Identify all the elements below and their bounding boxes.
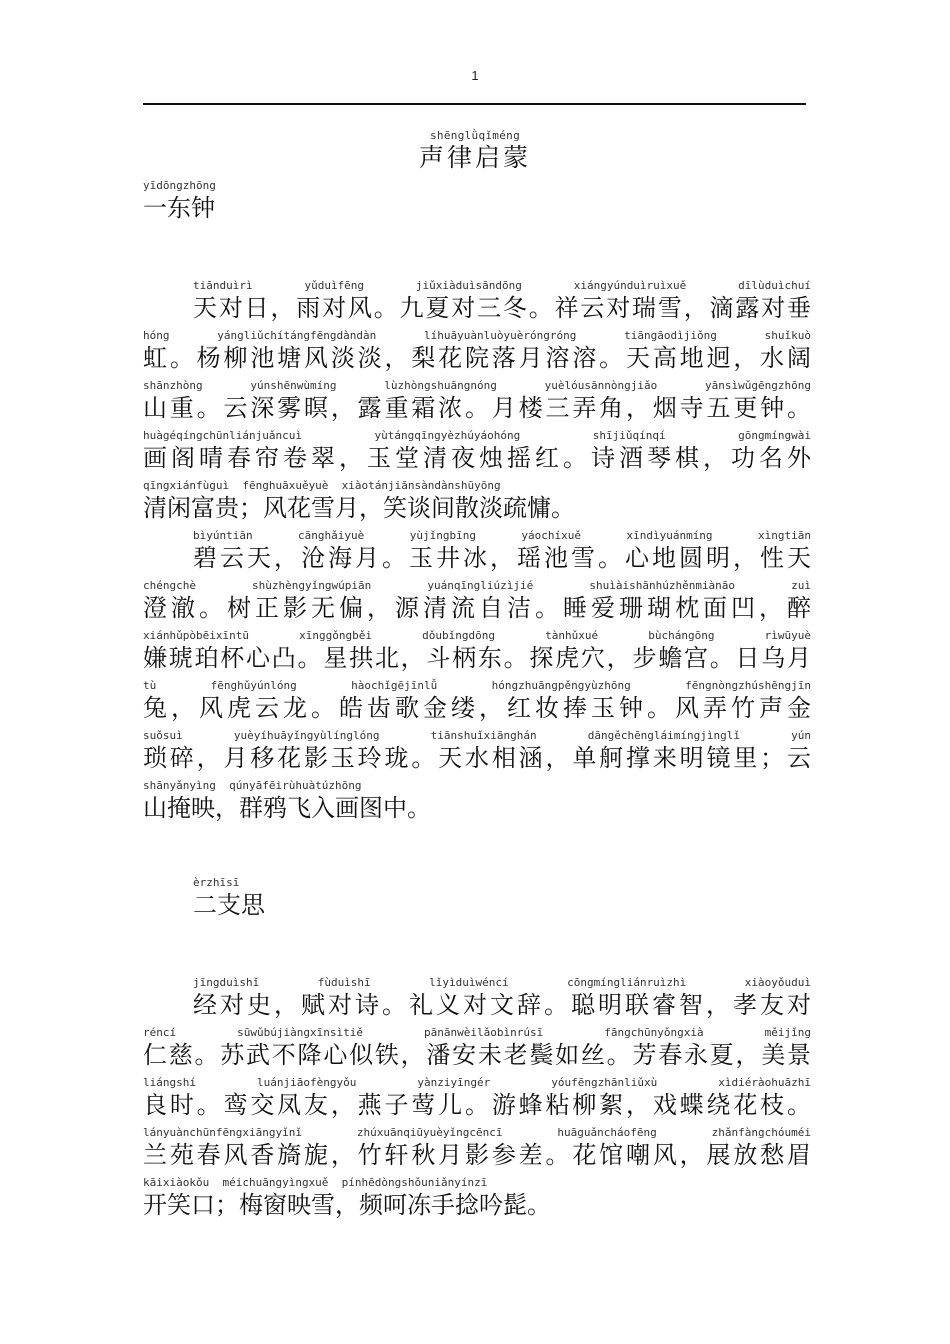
verse-line-text: 兰苑春风香旖旎，竹轩秋月影参差。花馆嘲风，展放愁眉 <box>143 1141 811 1169</box>
verse-line-pinyin: huàgéqíngchūnliánjuǎncuì yùtángqīngyèzhúyáohóng shījiǔqínqí gōngmíngwài <box>143 429 811 442</box>
verse-line <box>143 779 813 829</box>
verse-line <box>143 1076 813 1126</box>
verse-line <box>143 329 813 379</box>
verse-line-text: 山重。云深雾暝，露重霜浓。月楼三弄角，烟寺五更钟。 <box>143 394 811 422</box>
section-heading-text: 二支思 <box>193 891 265 919</box>
verse-line-pinyin: réncí sūwǔbújiàngxīnsìtiě pānānwèilǎobìnrúsī fāngchūnyǒngxià měijǐng <box>143 1026 811 1039</box>
verse-line-pinyin: suǒsuì yuèyíhuāyǐngyùlínglóng tiānshuǐxiānghán dāngěchēngláimíngjìnglǐ yún <box>143 729 811 742</box>
section-heading-pinyin: èrzhīsī <box>193 876 240 889</box>
verse-line <box>143 479 813 529</box>
verse-line-pinyin: tù fēnghǔyúnlóng hàochǐgējīnlǚ hóngzhuāngpěngyùzhōng fēngnòngzhúshēngjīn <box>143 679 811 692</box>
verse-line <box>143 1126 813 1176</box>
verse-line <box>143 529 813 579</box>
verse-line <box>143 1026 813 1076</box>
verse-line <box>143 629 813 679</box>
section-2-verse <box>143 976 813 1226</box>
verse-line-text: 澄澈。树正影无偏，源清流自洁。睡爱珊瑚枕面凹，醉 <box>143 594 811 622</box>
verse-line-pinyin: tiānduìrì yǔduìfēng jiǔxiàduìsāndōng xiángyúnduìruìxuě dīlùduìchuí <box>193 279 811 292</box>
verse-line <box>143 379 813 429</box>
verse-line <box>143 679 813 729</box>
verse-line-pinyin: shānzhòng yúnshēnwùmíng lùzhòngshuāngnóng yuèlóusānnòngjiǎo yānsìwǔgēngzhōng <box>143 379 811 392</box>
verse-line-pinyin: liángshí luánjiāofèngyǒu yànziyīngér yóufēngzhānliǔxù xìdiéràohuāzhī <box>143 1076 811 1089</box>
verse-line-text: 开笑口；梅窗映雪，频呵冻手捻吟髭。 <box>143 1191 551 1219</box>
verse-line-text: 虹。杨柳池塘风淡淡，梨花院落月溶溶。天高地迥，水阔 <box>143 344 811 372</box>
section-heading-text: 一东钟 <box>143 194 215 222</box>
section-1-verse <box>143 279 813 829</box>
document-title <box>0 129 950 173</box>
verse-line-pinyin: bìyúntiān cānghǎiyuè yùjǐngbīng yáochíxuě xīndìyuánmíng xìngtiān <box>193 529 811 542</box>
verse-line-text: 山掩映，群鸦飞入画图中。 <box>143 794 431 822</box>
verse-line-text: 兔，风虎云龙。皓齿歌金缕，红妆捧玉钟。风弄竹声金 <box>143 694 811 722</box>
verse-line-pinyin: shānyǎnyìng qúnyāfēirùhuàtúzhōng <box>143 779 362 792</box>
section-heading-1 <box>143 179 216 223</box>
verse-line-text: 良时。鸾交凤友，燕子莺儿。游蜂粘柳絮，戏蝶绕花枝。 <box>143 1091 811 1119</box>
verse-line <box>143 429 813 479</box>
verse-line-text: 琐碎，月移花影玉玲珑。天水相涵，单舸撑来明镜里；云 <box>143 744 811 772</box>
section-heading-pinyin: yīdōngzhōng <box>143 179 216 192</box>
verse-line <box>143 279 813 329</box>
verse-line-pinyin: xiánhǔpòbēixīntū xīnggǒngběi dǒubǐngdōng tànhǔxué bùchángōng rìwūyuè <box>143 629 811 642</box>
verse-line <box>143 729 813 779</box>
verse-line-pinyin: jīngduìshǐ fùduìshī lǐyìduìwéncí cōngmíngliánruìzhì xiàoyǒuduì <box>193 976 811 989</box>
verse-line-pinyin: lányuànchūnfēngxiāngyǐnǐ zhúxuānqiūyuèyǐngcēncī huāguǎncháofēng zhǎnfàngchóuméi <box>143 1126 811 1139</box>
verse-line <box>143 976 813 1026</box>
verse-line-text: 画阁晴春帘卷翠，玉堂清夜烛摇红。诗酒琴棋，功名外 <box>143 444 811 472</box>
verse-line-text: 天对日，雨对风。九夏对三冬。祥云对瑞雪，滴露对垂 <box>193 294 811 322</box>
verse-line-text: 经对史，赋对诗。礼义对文辞。聪明联睿智，孝友对 <box>193 991 811 1019</box>
title-text: 声律启蒙 <box>418 143 531 172</box>
verse-line-text: 清闲富贵；风花雪月，笑谈间散淡疏慵。 <box>143 494 575 522</box>
page-number: 1 <box>471 68 479 83</box>
verse-line-pinyin: hóng yángliǔchítángfēngdàndàn líhuāyuànluòyuèróngróng tiāngāodìjiǒng shuǐkuò <box>143 329 811 342</box>
verse-line-text: 嫌琥珀杯心凸。星拱北，斗柄东。探虎穴，步蟾宫。日乌月 <box>143 644 811 672</box>
verse-line <box>143 579 813 629</box>
verse-line <box>143 1176 813 1226</box>
verse-line-pinyin: qīngxiánfùguì fēnghuāxuěyuè xiàotánjiānsàndànshūyōng <box>143 479 501 492</box>
title-pinyin: shēnglǜqǐméng <box>430 129 520 142</box>
verse-line-text: 仁慈。苏武不降心似铁，潘安未老鬓如丝。芳春永夏，美景 <box>143 1041 811 1069</box>
verse-line-pinyin: chéngchè shùzhèngyǐngwúpiān yuánqīngliúzìjié shuìàishānhúzhěnmiànāo zuì <box>143 579 811 592</box>
section-heading-2 <box>193 876 265 920</box>
verse-line-pinyin: kāixiàokǒu méichuāngyìngxuě pínhēdòngshǒuniǎnyínzī <box>143 1176 488 1189</box>
verse-line-text: 碧云天，沧海月。玉井冰，瑶池雪。心地圆明，性天 <box>193 544 811 572</box>
header-rule <box>143 103 806 105</box>
